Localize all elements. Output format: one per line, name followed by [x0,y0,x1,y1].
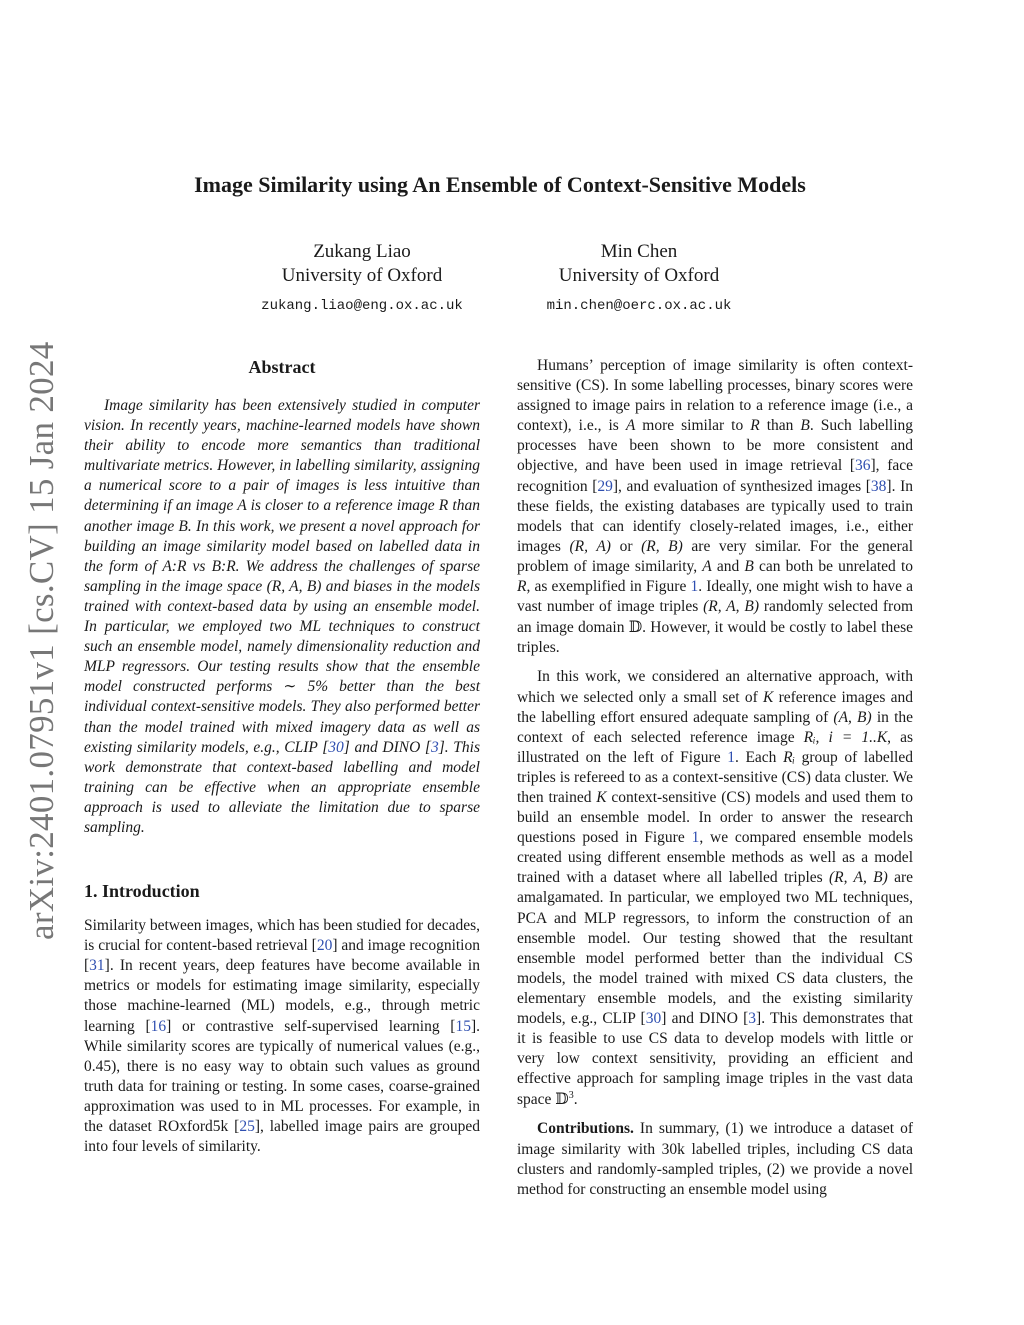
section-heading-introduction: 1. Introduction [84,881,200,902]
citation-link[interactable]: 25 [239,1118,255,1135]
citation-link[interactable]: 16 [150,1017,167,1035]
contributions-label: Contributions. [537,1120,634,1138]
figure-link[interactable]: 1 [690,578,699,596]
figure-link[interactable]: 1 [691,829,700,847]
abstract-heading: Abstract [248,357,316,377]
author-block [202,240,522,318]
citation-link[interactable]: 38 [870,477,887,495]
right-column [517,356,913,1200]
author-name: Zukang Liao [313,241,411,262]
contributions-paragraph: Contributions. In summary, (1) we introduce a dataset of image similarity with 30k labelled triples, including CS data clusters and randomly-sampled triples, (2) we provide a novel method for constructing an ensemble model using [517,1120,913,1198]
body-paragraph: In this work, we considered an alternative approach, with which we selected only a small set of K reference images and the labelling effort ensured adequate sampling of (A, B) in the context of each selected reference image Rᵢ, i = 1..K, as illustrated on the left of Figure 1. Each Rᵢ group of labelled triples is refereed to as a context-sensitive (CS) data cluster. We then trained K context-sensitive (CS) models and used them to build an ensemble model. In order to answer the research questions posed in Figure 1, we compared ensemble models created using different ensemble methods as well as a model trained with a dataset where all labelled triples (R, A, B) are amalgamated. In particular, we employed two ML techniques, PCA and MLP regressors, to inform the construction of an ensemble model. Our testing showed that the resultant ensemble model performed better than the individual CS models, the model trained with mixed CS data clusters, the elementary ensemble models, and the existing similarity models, e.g., CLIP [30] and DINO [3]. This demonstrates that it is feasible to use CS data to develop models with little or very low context sensitivity, providing an efficient and effective approach for sampling image triples in the vast data space 𝔻$^3$. [517,668,914,1109]
citation-link[interactable]: 30 [328,738,344,756]
citation-link[interactable]: 3 [430,738,439,756]
figure-link[interactable]: 1 [727,748,735,766]
author-email[interactable]: min.chen@oerc.ox.ac.uk [546,298,732,314]
citation-link[interactable]: 30 [645,1010,662,1027]
author-name: Min Chen [600,241,678,262]
author-email[interactable]: zukang.liao@eng.ox.ac.uk [261,298,463,314]
citation-link[interactable]: 36 [855,457,871,475]
citation-link[interactable]: 20 [316,937,333,955]
abstract-text: Image similarity has been extensively studied in computer vision. In recently years, machine-learned models have shown their ability to encode more semantics than traditional multivariate metrics. However, in labelling similarity, assigning a numerical score to a pair of images is less intuitive than determining if an image A is closer to a reference image R than another image B. In this work, we present a novel approach for building an image similarity model based on labelled data in the form of A:R vs B:R. We address the challenges of sparse sampling in the image space (R, A, B) and biases in the models trained with context-based data by using an ensemble model. In particular, we employed two ML techniques to construct such an ensemble model, namely dimensionality reduction and MLP regressors. Our testing results show that the ensemble model constructed performs ∼ 5% better than the best individual context-sensitive models. They also performed better than the model trained with mixed imagery data as well as existing similarity models, e.g., CLIP [30] and DINO [3]. This work demonstrate that context-based labelling and model training can be effective when an appropriate ensemble approach is used to alleviate the limitation due to sparse sampling. [84,397,480,836]
author-affiliation: University of Oxford [558,265,720,286]
paper-title: Image Similarity using An Ensemble of Context-Sensitive Models [194,172,806,197]
body-paragraph: Humans’ perception of image similarity is often context-sensitive (CS). In some labelling processes, binary scores were assigned to image pairs in relation to a reference image (i.e., a context), i.e., is A more similar to R than B. Such labelling processes have been shown to be more consistent and objective, and have been used in image retrieval [36], face recognition [29], and evaluation of synthesized images [38]. In these fields, the existing databases are typically used to train models that can identify closely-related images, i.e., either images (R, A) or (R, B) are very similar. For the general problem of image similarity, A and B can both be unrelated to R, as exemplified in Figure 1. Ideally, one might wish to have a vast number of image triples (R, A, B) randomly selected from an image domain 𝔻. However, it would be costly to label these triples. [517,357,914,657]
arxiv-identifier: arXiv:2401.07951v1 [cs.CV] 15 Jan 2024 [22,341,61,940]
author-affiliation: University of Oxford [281,265,443,286]
citation-link[interactable]: 3 [748,1010,757,1027]
citation-link[interactable]: 29 [597,477,613,495]
citation-link[interactable]: 31 [89,957,105,975]
intro-paragraph: Similarity between images, which has been studied for decades, is crucial for content-based retrieval [20] and image recognition [31]. In recent years, deep features have become available in metrics or models for estimating image similarity, especially those machine-learned (ML) models, e.g., through metric learning [16] or contrastive self-supervised learning [15]. While similarity scores are typically of numerical values (e.g., 0.45), there is no easy way to obtain such values as ground truth data for training or testing. In some cases, coarse-grained approximation was used to in ML processes. For example, in the dataset ROxford5k [25], labelled image pairs are grouped into four levels of similarity. [84,917,480,1156]
left-column [84,356,480,1157]
author-block [479,240,799,318]
citation-link[interactable]: 15 [455,1017,471,1035]
